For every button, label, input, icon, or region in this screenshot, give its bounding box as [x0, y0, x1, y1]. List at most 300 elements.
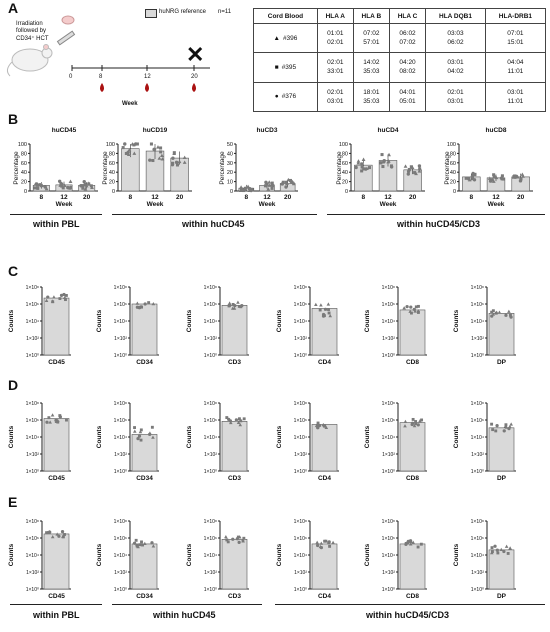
x-tick-label: CD45 [48, 593, 65, 600]
y-tick-label: 0 [344, 189, 348, 195]
square-point [323, 540, 326, 543]
square-point [140, 439, 143, 442]
y-tick-label: 1×10⁰ [293, 353, 307, 359]
blood-drop-icon [192, 83, 196, 92]
hla-cell: 07:01 15:01 [485, 24, 545, 53]
circle-point [503, 429, 506, 432]
square-point [494, 429, 497, 432]
x-tick-label: 8 [469, 194, 474, 201]
y-tick-label: 0 [23, 189, 27, 195]
y-axis-label: Counts [453, 425, 460, 449]
hla-cell: 03:01 04:02 [426, 53, 486, 82]
y-axis-label: Counts [186, 309, 193, 333]
y-tick-label: 1×10⁰ [113, 353, 127, 359]
circle-point [46, 296, 49, 299]
group-label-b-pbl: within PBL [33, 219, 80, 229]
triangle-point [236, 301, 240, 304]
cord-blood-cell: ● #376 [254, 82, 318, 111]
circle-point [238, 541, 241, 544]
y-axis-label: Percentage [13, 151, 20, 185]
triangle-point [224, 535, 228, 538]
triangle-point [133, 430, 137, 433]
y-tick-label: 1×10⁴ [203, 553, 217, 559]
y-tick-label: 1×10⁶ [113, 536, 127, 542]
square-point [47, 416, 50, 419]
bar [489, 313, 514, 355]
y-tick-label: 1×10⁴ [381, 319, 395, 325]
y-tick-label: 1×10⁸ [203, 285, 217, 291]
triangle-point [327, 302, 331, 305]
circle-point [354, 166, 357, 169]
hla-cell: 07:02 57:01 [353, 24, 389, 53]
y-tick-label: 1×10⁰ [203, 353, 217, 359]
x-tick-label: CD3 [227, 475, 242, 482]
square-point [232, 303, 235, 306]
square-point [328, 545, 331, 548]
hla-cell: 14:02 35:03 [353, 53, 389, 82]
y-tick-label: 0 [111, 189, 115, 195]
y-tick-label: 1×10⁴ [25, 435, 39, 441]
y-tick-label: 1×10⁰ [203, 587, 217, 593]
y-tick-label: 1×10⁰ [470, 587, 484, 593]
hla-header-cell: Cord Blood [254, 9, 318, 24]
end-marker-icon: ✕ [186, 42, 205, 67]
hla-cell: 02:01 03:01 [317, 82, 353, 111]
y-tick-label: 1×10² [204, 336, 217, 342]
circle-point [405, 305, 408, 308]
square-point [496, 552, 499, 555]
y-tick-label: 1×10⁸ [25, 401, 39, 407]
y-tick-label: 0 [452, 189, 456, 195]
x-tick-label: CD45 [48, 475, 65, 482]
y-tick-label: 1×10⁰ [25, 353, 39, 359]
square-point [87, 182, 90, 185]
circle-point [407, 172, 410, 175]
y-tick-label: 1×10² [26, 570, 39, 576]
triangle-point [152, 302, 156, 305]
triangle-point [52, 295, 56, 298]
y-tick-label: 1×10⁸ [293, 285, 307, 291]
y-tick-label: 1×10⁴ [381, 553, 395, 559]
circle-point [144, 302, 147, 305]
circle-point [411, 423, 414, 426]
y-tick-label: 1×10⁴ [113, 319, 127, 325]
panel-letter-a: A [8, 0, 19, 16]
y-tick-label: 100 [17, 142, 27, 148]
hla-cell: 04:01 05:01 [389, 82, 425, 111]
square-point [491, 428, 494, 431]
x-tick-label: 12 [492, 194, 500, 201]
hla-cell: 02:01 33:01 [317, 53, 353, 82]
bar [44, 298, 69, 355]
bar [312, 424, 337, 471]
y-tick-label: 1×10² [294, 336, 307, 342]
y-tick-label: 1×10⁸ [381, 401, 395, 407]
square-point [36, 187, 39, 190]
triangle-point [183, 156, 187, 159]
y-tick-label: 1×10⁴ [113, 435, 127, 441]
square-point [323, 314, 326, 317]
y-tick-label: 20 [449, 179, 456, 186]
square-point [51, 300, 54, 303]
square-point [418, 167, 421, 170]
square-point [242, 189, 245, 192]
square-point [465, 177, 468, 180]
y-tick-label: 1×10² [114, 336, 127, 342]
chart-title: huCD45 [51, 127, 77, 134]
triangle-point [362, 158, 366, 161]
circle-point [148, 158, 151, 161]
square-point [271, 182, 274, 185]
triangle-point [319, 303, 323, 306]
square-point [140, 540, 143, 543]
circle-point [418, 164, 421, 167]
triangle-point [507, 310, 511, 313]
x-tick-label: CD45 [48, 359, 65, 366]
triangle-point [498, 311, 502, 314]
y-axis-label: Counts [8, 543, 15, 567]
y-tick-label: 1×10⁶ [470, 302, 484, 308]
y-tick-label: 80 [341, 151, 348, 158]
square-point [289, 179, 292, 182]
triangle-point [314, 303, 318, 306]
bar [132, 434, 157, 471]
y-tick-label: 1×10² [204, 570, 217, 576]
y-tick-label: 1×10⁴ [293, 553, 307, 559]
y-tick-label: 1×10⁴ [25, 553, 39, 559]
cord-blood-cell: ▲ #396 [254, 24, 318, 53]
y-tick-label: 1×10² [471, 336, 484, 342]
x-tick-label: DP [496, 359, 507, 366]
circle-point [150, 541, 153, 544]
circle-point [316, 544, 319, 547]
square-point [417, 311, 420, 314]
square-point [151, 159, 154, 162]
triangle-point [136, 301, 140, 304]
square-point [415, 305, 418, 308]
square-point [147, 301, 150, 304]
panel-letter-b: B [8, 111, 19, 127]
triangle-point [331, 541, 335, 544]
triangle-point [520, 173, 524, 176]
y-tick-label: 1×10⁸ [113, 285, 127, 291]
y-tick-label: 1×10⁴ [113, 553, 127, 559]
circle-point [409, 306, 412, 309]
triangle-point [357, 159, 361, 162]
x-tick-label: DP [496, 475, 507, 482]
square-point [133, 426, 136, 429]
chart-title: huCD3 [256, 127, 278, 134]
y-tick-label: 1×10⁶ [113, 302, 127, 308]
circle-point [284, 185, 287, 188]
x-tick-label: CD34 [136, 359, 153, 366]
y-tick-label: 80 [20, 151, 27, 158]
triangle-point [402, 306, 406, 309]
bar [44, 419, 69, 471]
triangle-point [51, 413, 55, 416]
circle-point [417, 423, 420, 426]
square-point [68, 187, 71, 190]
circle-icon: ● [274, 93, 279, 101]
bar [222, 421, 247, 471]
panel-letter-e: E [8, 494, 18, 510]
square-point [56, 421, 59, 424]
triangle-point [508, 546, 512, 549]
x-tick-label: CD8 [405, 475, 420, 482]
y-tick-label: 40 [20, 170, 27, 177]
square-point [90, 184, 93, 187]
circle-point [495, 424, 498, 427]
x-tick-label: CD8 [405, 593, 420, 600]
square-point [243, 417, 246, 420]
y-tick-label: 1×10⁸ [25, 285, 39, 291]
square-point [228, 304, 231, 307]
square-point [507, 552, 510, 555]
x-tick-label: 12 [60, 194, 68, 201]
y-tick-label: 1×10⁸ [470, 401, 484, 407]
y-tick-label: 60 [20, 160, 27, 167]
triangle-point [267, 180, 271, 183]
x-axis-label: Week [55, 201, 73, 208]
circle-point [48, 531, 51, 534]
y-tick-label: 1×10⁴ [203, 319, 217, 325]
circle-point [496, 548, 499, 551]
y-tick-label: 1×10⁰ [381, 353, 395, 359]
hla-cell: 04:04 11:01 [485, 53, 545, 82]
hla-cell: 06:02 07:02 [389, 24, 425, 53]
bar [489, 428, 514, 471]
triangle-point [505, 545, 509, 548]
timeline-axis-label: Week [122, 101, 138, 107]
triangle-point [499, 548, 503, 551]
triangle-point [320, 542, 324, 545]
y-tick-label: 1×10² [26, 452, 39, 458]
square-point [159, 146, 162, 149]
chart-title: huCD4 [377, 127, 399, 134]
y-axis-label: Percentage [336, 151, 343, 185]
y-tick-label: 20 [20, 179, 27, 186]
square-point [225, 416, 228, 419]
square-point [45, 531, 48, 534]
y-axis-label: Counts [96, 425, 103, 449]
square-point [63, 533, 66, 536]
square-point [323, 424, 326, 427]
circle-point [249, 189, 252, 192]
square-point [58, 297, 61, 300]
circle-point [175, 161, 178, 164]
square-point [237, 536, 240, 539]
y-axis-label: Percentage [219, 151, 226, 185]
x-tick-label: CD34 [136, 593, 153, 600]
square-point [140, 306, 143, 309]
hla-cell: 18:01 35:03 [353, 82, 389, 111]
legend-n: n=11 [218, 9, 232, 15]
y-tick-label: 1×10⁴ [293, 435, 307, 441]
circle-point [240, 304, 243, 307]
chart-title: huCD8 [485, 127, 507, 134]
y-tick-label: 1×10⁶ [381, 302, 395, 308]
group-label-b-cd3: within huCD45/CD3 [397, 219, 481, 229]
circle-point [133, 542, 136, 545]
mouse-label-2: followed by [16, 28, 47, 34]
y-tick-label: 10 [226, 179, 233, 186]
hla-header-cell: HLA B [353, 9, 389, 24]
y-tick-label: 1×10⁰ [293, 469, 307, 475]
group-label-b-cd45: within huCD45 [182, 219, 245, 229]
y-tick-label: 1×10⁸ [25, 519, 39, 525]
square-point [132, 143, 135, 146]
y-tick-label: 1×10⁸ [203, 519, 217, 525]
y-tick-label: 0 [229, 189, 233, 195]
circle-point [44, 185, 47, 188]
bar [489, 550, 514, 589]
y-tick-label: 1×10⁶ [25, 302, 39, 308]
hla-cell: 03:03 06:02 [426, 24, 486, 53]
x-tick-label: 20 [284, 194, 292, 201]
hla-cell: 03:01 11:01 [485, 82, 545, 111]
triangle-point [246, 185, 250, 188]
x-tick-label: 8 [361, 194, 366, 201]
y-tick-label: 40 [226, 151, 233, 158]
square-point [412, 418, 415, 421]
y-tick-label: 40 [449, 170, 456, 177]
x-tick-label: CD3 [227, 593, 242, 600]
hla-header-cell: HLA-DRB1 [485, 9, 545, 24]
square-point [171, 162, 174, 165]
circle-point [83, 180, 86, 183]
x-tick-label: 20 [83, 194, 91, 201]
square-point [473, 173, 476, 176]
x-axis-label: Week [487, 201, 505, 208]
triangle-icon: ▲ [273, 34, 280, 42]
group-label-e-cd3: within huCD45/CD3 [366, 610, 450, 620]
square-point [150, 142, 153, 145]
circle-point [328, 540, 331, 543]
circle-point [79, 184, 82, 187]
circle-point [126, 151, 129, 154]
square-point [140, 428, 143, 431]
y-tick-label: 1×10⁴ [470, 553, 484, 559]
circle-point [138, 435, 141, 438]
dish-icon [62, 16, 74, 24]
y-axis-label: Counts [276, 543, 283, 567]
y-tick-label: 80 [108, 151, 115, 158]
square-point [64, 298, 67, 301]
y-tick-label: 1×10² [471, 452, 484, 458]
y-tick-label: 20 [108, 179, 115, 186]
square-point [491, 550, 494, 553]
bar [132, 544, 157, 589]
y-tick-label: 1×10⁸ [470, 285, 484, 291]
square-point [34, 186, 37, 189]
circle-point [235, 418, 238, 421]
square-point [420, 543, 423, 546]
triangle-point [148, 431, 152, 434]
y-axis-label: Counts [8, 309, 15, 333]
square-point [390, 164, 393, 167]
y-tick-label: 1×10² [382, 336, 395, 342]
triangle-point [228, 301, 232, 304]
x-tick-label: DP [496, 593, 507, 600]
circle-point [519, 179, 522, 182]
y-tick-label: 1×10⁸ [113, 401, 127, 407]
square-point [58, 414, 61, 417]
y-tick-label: 30 [226, 160, 233, 167]
circle-point [60, 294, 63, 297]
legend-label: huNRG reference [159, 9, 207, 15]
triangle-point [404, 420, 408, 423]
square-point [282, 181, 285, 184]
y-tick-label: 1×10⁸ [381, 519, 395, 525]
circle-point [45, 421, 48, 424]
y-tick-label: 1×10² [26, 336, 39, 342]
y-tick-label: 1×10⁶ [470, 536, 484, 542]
y-tick-label: 1×10⁶ [203, 302, 217, 308]
circle-point [229, 419, 232, 422]
y-axis-label: Counts [8, 425, 15, 449]
square-point [417, 546, 420, 549]
x-axis-label: Week [146, 201, 164, 208]
y-axis-label: Counts [364, 425, 371, 449]
syringe-icon [57, 31, 74, 45]
y-tick-label: 60 [449, 160, 456, 167]
y-tick-label: 1×10⁶ [470, 418, 484, 424]
cord-blood-cell: ■ #395 [254, 53, 318, 82]
square-point [319, 309, 322, 312]
y-tick-label: 40 [341, 170, 348, 177]
circle-point [57, 535, 60, 538]
y-axis-label: Counts [96, 543, 103, 567]
square-point [271, 187, 274, 190]
y-tick-label: 1×10² [294, 570, 307, 576]
panel-letter-d: D [8, 377, 19, 393]
y-axis-label: Counts [96, 309, 103, 333]
mouse-ear-icon [44, 45, 49, 50]
blood-drop-icon [145, 83, 149, 92]
square-point [328, 312, 331, 315]
y-tick-label: 1×10⁰ [381, 469, 395, 475]
timeline-tick-12: 12 [144, 74, 151, 80]
bar [312, 544, 337, 589]
square-point [360, 169, 363, 172]
y-tick-label: 1×10⁰ [113, 469, 127, 475]
circle-point [404, 543, 407, 546]
bar [132, 304, 157, 355]
y-tick-label: 1×10⁶ [203, 536, 217, 542]
x-tick-label: 20 [517, 194, 525, 201]
hla-cell: 04:20 08:02 [389, 53, 425, 82]
x-tick-label: CD3 [227, 359, 242, 366]
y-tick-label: 1×10² [294, 452, 307, 458]
x-tick-label: 20 [409, 194, 417, 201]
x-tick-label: CD34 [136, 475, 153, 482]
square-point [490, 423, 493, 426]
mouse-label-3: CD34⁺ HCT [16, 36, 49, 42]
y-axis-label: Counts [364, 543, 371, 567]
y-tick-label: 1×10⁸ [113, 519, 127, 525]
bar [222, 305, 247, 355]
timeline-tick-0: 0 [69, 74, 73, 80]
triangle-point [69, 180, 73, 183]
y-tick-label: 20 [341, 179, 348, 186]
square-point [159, 150, 162, 153]
square-point [65, 294, 68, 297]
x-tick-label: 8 [39, 194, 44, 201]
bar [400, 544, 425, 589]
y-tick-label: 1×10⁴ [470, 319, 484, 325]
y-tick-label: 1×10⁰ [25, 469, 39, 475]
y-tick-label: 1×10² [471, 570, 484, 576]
